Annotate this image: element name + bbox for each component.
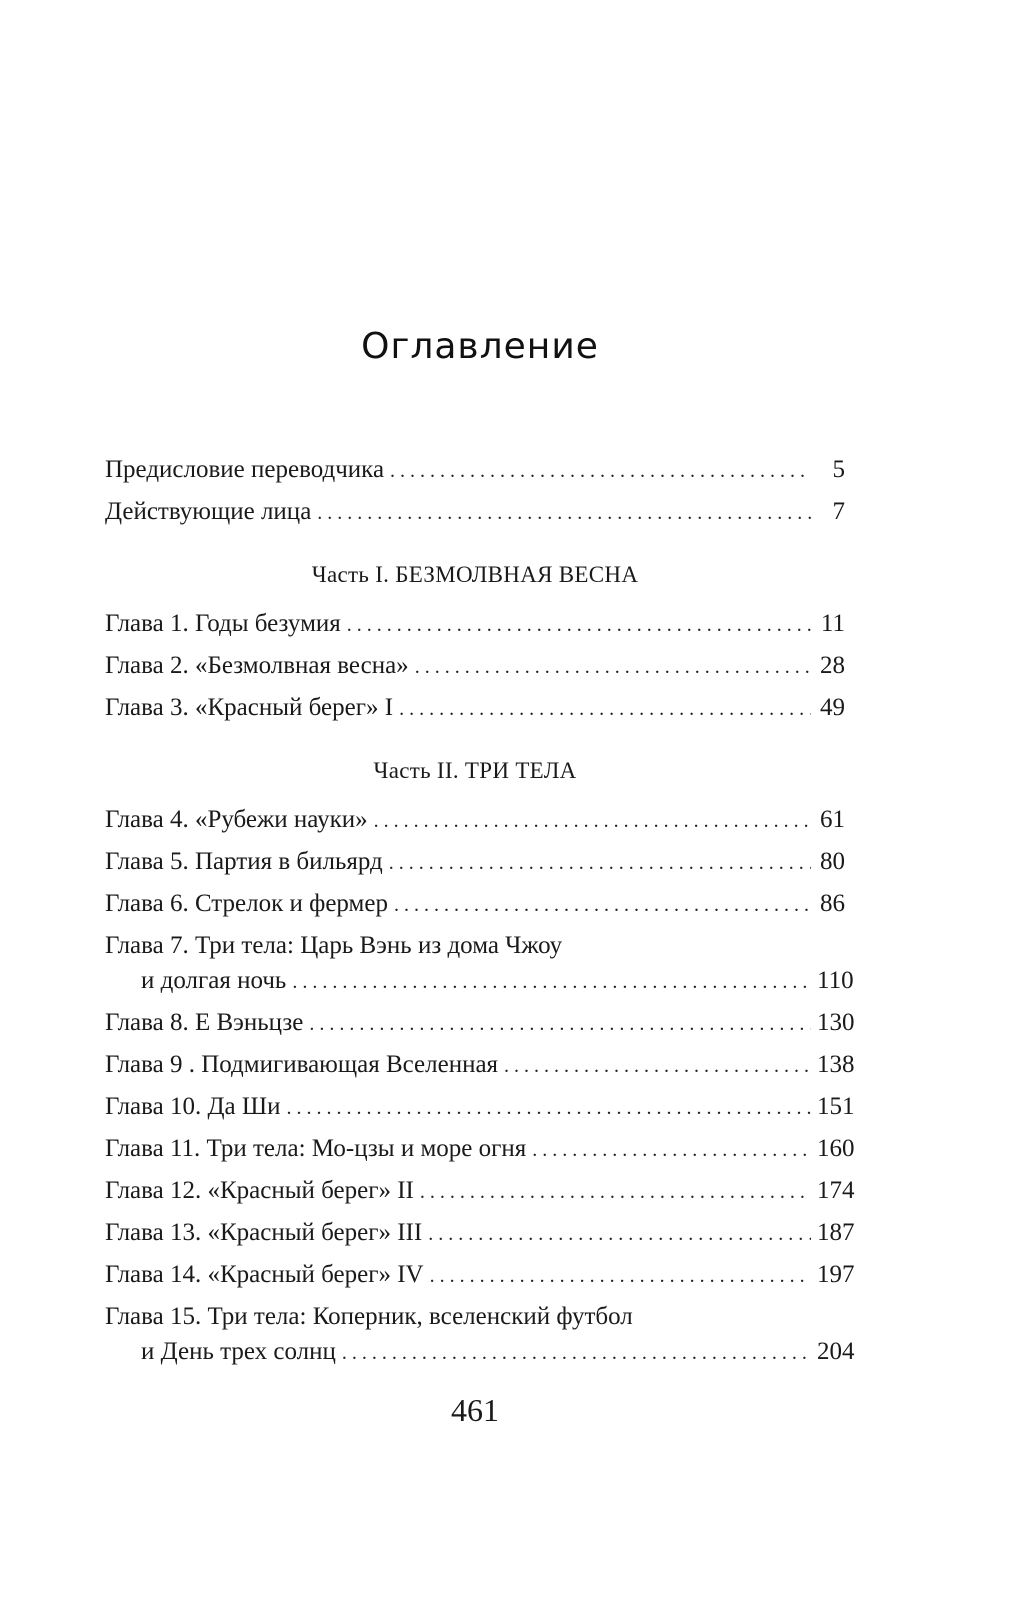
toc-entry-page: 11 <box>820 610 845 637</box>
toc-entry-title: Глава 2. «Безмолвная весна» <box>105 652 409 679</box>
toc-entry-page: 110 <box>817 967 854 994</box>
toc-entry <box>105 649 845 683</box>
dot-leader <box>309 1006 811 1041</box>
toc-entry-title: Глава 8. Е Вэньцзе <box>105 1009 304 1036</box>
toc-entry-title: Глава 4. «Рубежи науки» <box>105 806 368 833</box>
toc-entry <box>105 607 845 641</box>
toc-entry-title-continued: и День трех солнц <box>141 1338 336 1365</box>
toc-entry-title: Глава 3. «Красный берег» I <box>105 694 394 721</box>
toc-entry <box>105 1174 855 1208</box>
toc-entry <box>105 1258 855 1292</box>
toc-entry-title: Глава 14. «Красный берег» IV <box>105 1261 424 1288</box>
toc-entry-page: 204 <box>817 1338 855 1365</box>
dot-leader <box>532 1132 811 1167</box>
toc-entry <box>105 1048 855 1082</box>
dot-leader <box>415 649 811 684</box>
toc-entry-title: Глава 1. Годы безумия <box>105 610 341 637</box>
toc-entry-page: 7 <box>832 498 845 525</box>
toc-entry-page: 28 <box>820 652 845 679</box>
dot-leader <box>389 845 811 880</box>
toc-entry-page: 5 <box>832 456 845 483</box>
toc-entry <box>105 845 845 879</box>
toc-entry <box>105 1090 855 1124</box>
dot-leader <box>399 691 811 726</box>
toc-entry-page: 138 <box>817 1051 855 1078</box>
toc-entry-page: 187 <box>817 1219 855 1246</box>
toc-entry-title: Предисловие переводчика <box>105 456 385 483</box>
toc-entry <box>105 1132 855 1166</box>
toc-entry-title: Глава 7. Три тела: Царь Вэнь из дома Чжоу <box>105 932 563 959</box>
toc-entry-title: Глава 6. Стрелок и фермер <box>105 890 388 917</box>
dot-leader <box>342 1335 811 1370</box>
toc-entry-page: 61 <box>820 806 845 833</box>
dot-leader <box>504 1048 811 1083</box>
dot-leader <box>430 1258 811 1293</box>
dot-leader <box>347 607 811 642</box>
toc-entry-page: 80 <box>820 848 845 875</box>
toc-entry-page: 160 <box>817 1135 855 1162</box>
toc-entry <box>105 964 854 998</box>
toc-entry-title: Глава 15. Три тела: Коперник, вселенский футбол <box>105 1303 633 1330</box>
toc-entry-title: Глава 13. «Красный берег» III <box>105 1219 423 1246</box>
toc-entry-page: 49 <box>820 694 845 721</box>
toc-entry-page: 174 <box>817 1177 855 1204</box>
toc-entry <box>105 887 845 921</box>
toc-entry <box>105 1216 855 1250</box>
dot-leader <box>292 964 811 999</box>
toc-entry-title: Глава 12. «Красный берег» II <box>105 1177 414 1204</box>
page-number: 461 <box>451 1392 499 1428</box>
toc-entry-title: Глава 10. Да Ши <box>105 1093 281 1120</box>
dot-leader <box>420 1174 811 1209</box>
toc-entry-page: 130 <box>817 1009 855 1036</box>
toc-entry-title: Глава 5. Партия в бильярд <box>105 848 383 875</box>
toc-entry-page: 151 <box>817 1093 855 1120</box>
toc-entry-title: Действующие лица <box>105 498 312 525</box>
part-heading: Часть I. БЕЗМОЛВНАЯ ВЕСНА <box>311 562 639 587</box>
toc-entry <box>105 1335 855 1369</box>
dot-leader <box>374 803 811 838</box>
toc-entry <box>105 803 845 837</box>
toc-entry-page: 86 <box>820 890 845 917</box>
toc-entry-title: Глава 9 . Подмигивающая Вселенная <box>105 1051 499 1078</box>
dot-leader <box>317 495 811 530</box>
dot-leader <box>428 1216 811 1251</box>
toc-entry <box>105 691 845 725</box>
toc-entry-page: 197 <box>817 1261 855 1288</box>
toc-entry <box>105 495 845 529</box>
toc-entry <box>105 453 845 487</box>
dot-leader <box>286 1090 811 1125</box>
dot-leader <box>390 453 811 488</box>
toc-entry-title-continued: и долгая ночь <box>141 967 287 994</box>
toc-entry-title: Глава 11. Три тела: Мо-цзы и море огня <box>105 1135 527 1162</box>
page-title: Оглавление <box>361 326 599 367</box>
part-heading: Часть II. ТРИ ТЕЛА <box>373 758 577 783</box>
dot-leader <box>394 887 811 922</box>
toc-entry <box>105 1006 855 1040</box>
